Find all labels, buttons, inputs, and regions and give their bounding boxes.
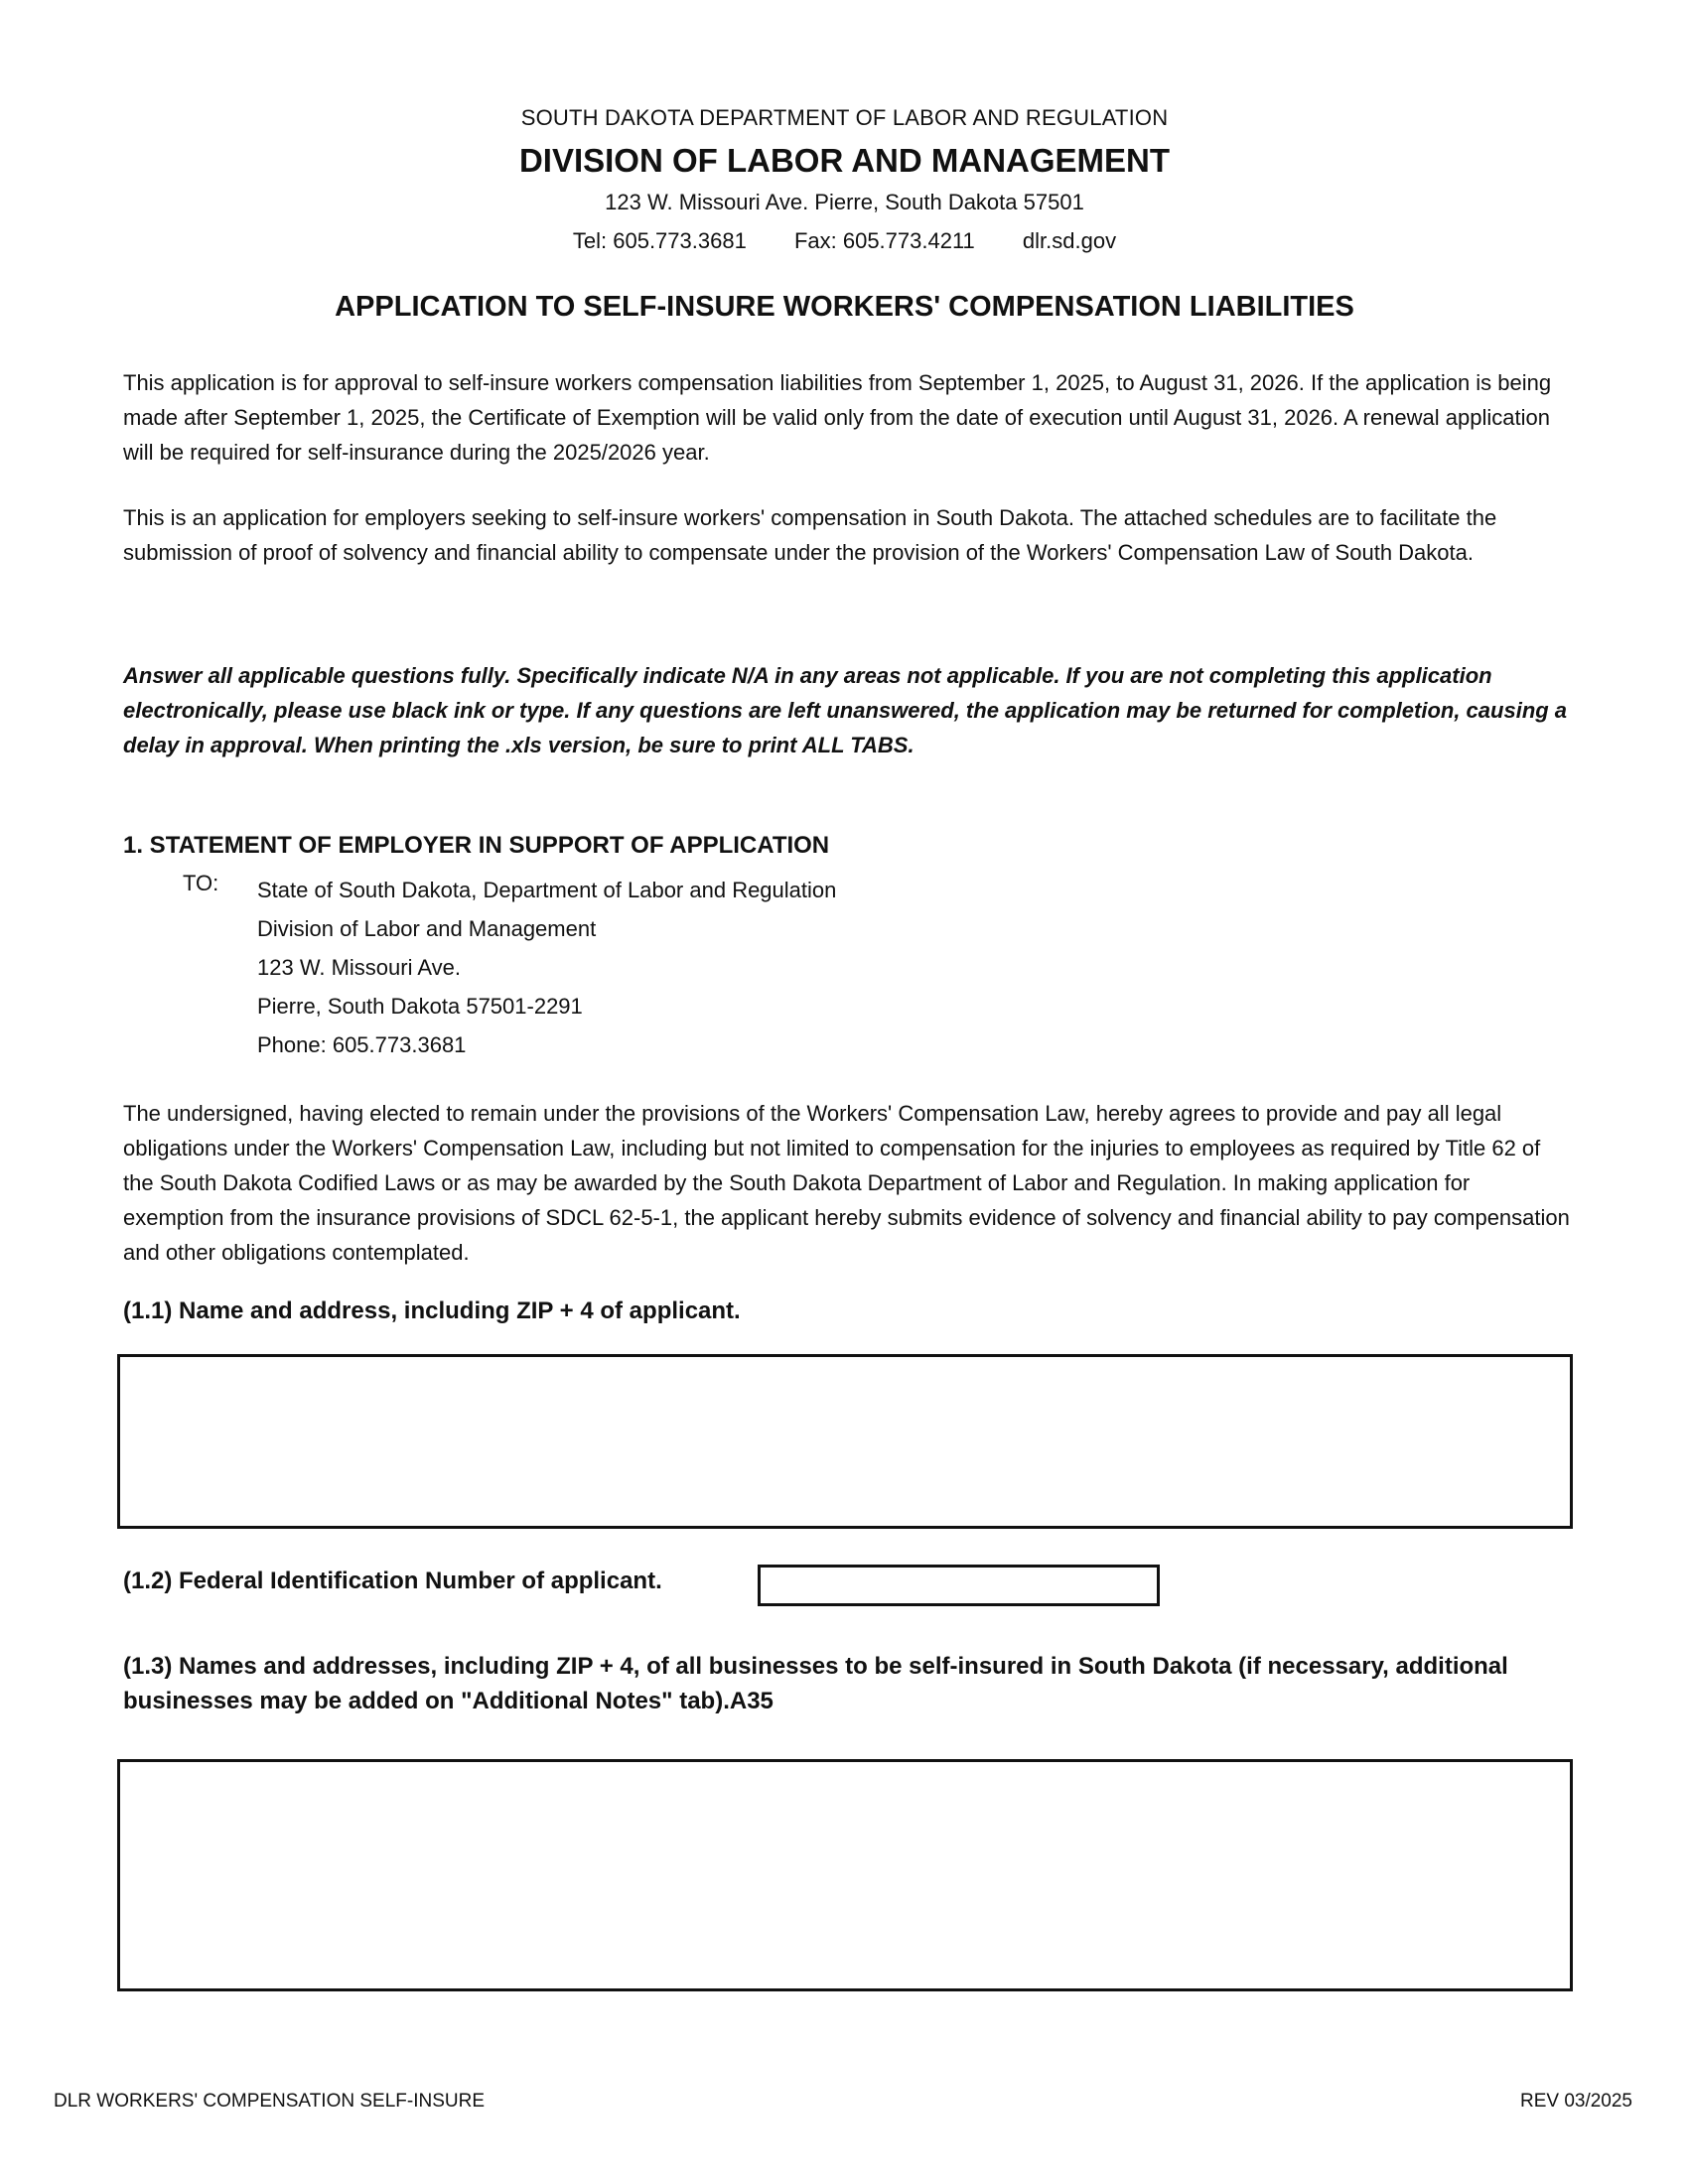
businesses-names-addresses-field[interactable] xyxy=(117,1759,1573,1991)
applicant-name-address-field[interactable] xyxy=(117,1354,1573,1529)
website: dlr.sd.gov xyxy=(1022,228,1117,253)
intro-paragraph-purpose: This is an application for employers seeking to self-insure workers' compensation in South Dakota. The attached schedules are to facilitate the submission of proof of solvency and financial ability to compensate under the provision of the Workers' Compensation Law of South Dakota. xyxy=(123,505,1497,565)
recipient-line: 123 W. Missouri Ave. xyxy=(257,955,462,980)
contact-line xyxy=(0,228,1689,254)
question-1-2-label: (1.2) Federal Identification Number of applicant. xyxy=(123,1568,662,1594)
department-address: 123 W. Missouri Ave. Pierre, South Dakota 57501 xyxy=(605,190,1084,214)
section-1-heading: 1. STATEMENT OF EMPLOYER IN SUPPORT OF APPLICATION xyxy=(123,832,830,859)
division-name: DIVISION OF LABOR AND MANAGEMENT xyxy=(518,142,1171,179)
recipient-line: Division of Labor and Management xyxy=(257,916,597,941)
department-name: SOUTH DAKOTA DEPARTMENT OF LABOR AND REGULATION xyxy=(520,105,1169,130)
document-title: APPLICATION TO SELF-INSURE WORKERS' COMPENSATION LIABILITIES xyxy=(335,291,1354,323)
question-1-3-label: (1.3) Names and addresses, including ZIP + 4, of all businesses to be self-insured in South Dakota (if necessary, additional businesses may be added on "Additional Notes" tab).A35 xyxy=(123,1653,1508,1714)
footer-revision: REV 03/2025 xyxy=(1519,2091,1632,2112)
recipient-line: Phone: 605.773.3681 xyxy=(257,1032,467,1057)
federal-id-field[interactable] xyxy=(758,1565,1160,1606)
question-1-1-label: (1.1) Name and address, including ZIP + 4 of applicant. xyxy=(123,1297,741,1324)
recipient-line: Pierre, South Dakota 57501-2291 xyxy=(257,994,583,1019)
intro-paragraph-validity: This application is for approval to self-insure workers compensation liabilities from September 1, 2025, to August 31, 2026. If the application is being made after September 1, 2025, the Certificate of Exemption will be valid only from the date of execution until August 31, 2026. A renewal application will be required for self-insurance during the 2025/2026 year. xyxy=(123,370,1552,465)
fax: Fax: 605.773.4211 xyxy=(793,228,975,253)
footer-form-name: DLR WORKERS' COMPENSATION SELF-INSURE xyxy=(54,2091,485,2112)
to-label: TO: xyxy=(183,871,219,895)
recipient-line: State of South Dakota, Department of Labor and Regulation xyxy=(257,878,837,902)
employer-statement: The undersigned, having elected to remain under the provisions of the Workers' Compensation Law, hereby agrees to provide and pay all legal obligations under the Workers' Compensation Law, including but not limited to compensation for the injuries to employees as required by Title 62 of the South Dakota Codified Laws or as may be awarded by the South Dakota Department of Labor and Regulation. In making application for exemption from the insurance provisions of SDCL 62-5-1, the applicant hereby submits evidence of solvency and financial ability to pay compensation and other obligations contemplated. xyxy=(123,1101,1570,1265)
telephone: Tel: 605.773.3681 xyxy=(572,228,747,253)
recipient-address-block xyxy=(257,871,836,1064)
instructions-paragraph: Answer all applicable questions fully. Specifically indicate N/A in any areas not applicable. If you are not completing this application electronically, please use black ink or type. If any questions are left unanswered, the application may be returned for completion, causing a delay in approval. When printing the .xls version, be sure to print ALL TABS. xyxy=(123,663,1568,757)
